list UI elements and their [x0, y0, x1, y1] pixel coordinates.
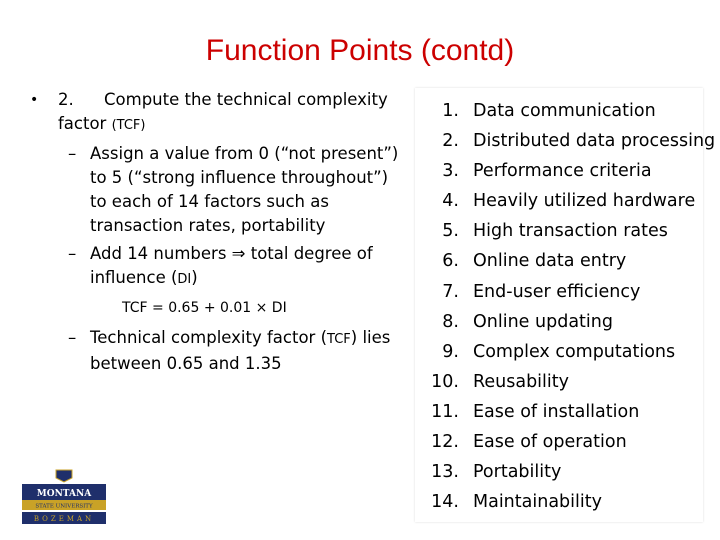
factor-word: factor — [58, 114, 107, 133]
slide-title: Function Points (contd) — [205, 34, 515, 67]
factor-item — [415, 246, 715, 276]
dash-marker: – — [68, 328, 77, 347]
factor-number: 10. — [431, 371, 459, 392]
factor-item — [415, 367, 715, 397]
factor-number: 2. — [442, 131, 459, 152]
factor-item — [415, 397, 715, 427]
logo-line1: MONTANA — [36, 489, 92, 499]
tcf-abbr: TCF — [327, 332, 351, 347]
factor-number: 11. — [431, 401, 459, 422]
factor-number: 9. — [442, 341, 459, 362]
sub-line: to each of 14 factors such as — [90, 192, 329, 211]
factor-label: Ease of installation — [473, 401, 640, 422]
factor-label: Performance criteria — [473, 161, 652, 182]
sub-bullet-add — [58, 242, 418, 292]
step-text: Compute the technical complexity — [104, 90, 388, 109]
tcf-abbr: (TCF) — [111, 118, 146, 133]
factor-label: Online updating — [473, 311, 613, 332]
factor-number: 4. — [442, 191, 459, 212]
montana-state-logo — [18, 466, 110, 526]
sub-line: to 5 (“strong influence throughout”) — [90, 168, 389, 187]
factor-label: High transaction rates — [473, 221, 668, 242]
factor-label: Portability — [473, 462, 562, 483]
factor-number: 12. — [431, 432, 459, 453]
factor-item — [415, 277, 715, 307]
sub-line: between 0.65 and 1.35 — [90, 354, 282, 373]
sub-line: influence (DI) — [90, 268, 198, 287]
sub-line: Add 14 numbers ⇒ total degree of — [90, 244, 373, 263]
factor-item — [415, 427, 715, 457]
sub-bullet-range — [58, 326, 418, 376]
factor-label: Maintainability — [473, 492, 602, 513]
sub-line: transaction rates, portability — [90, 216, 326, 235]
factor-label: Data communication — [473, 101, 656, 121]
logo-line2: STATE UNIVERSITY — [35, 503, 93, 510]
di-abbr: DI — [177, 272, 192, 287]
factor-item — [415, 216, 715, 246]
step-number: 2. — [58, 90, 74, 109]
dash-marker: – — [68, 244, 77, 263]
factor-label: Complex computations — [473, 341, 676, 362]
factor-label: End-user efficiency — [473, 281, 641, 302]
bullet-marker: • — [30, 92, 39, 108]
factor-number: 1. — [442, 101, 459, 121]
factor-item — [415, 96, 715, 126]
factor-item — [415, 307, 715, 337]
factor-list — [415, 96, 715, 517]
factor-item — [415, 126, 715, 156]
factor-item — [415, 487, 715, 517]
factor-item — [415, 186, 715, 216]
factor-number: 7. — [442, 281, 459, 302]
factor-item — [415, 457, 715, 487]
factor-item — [415, 156, 715, 186]
sub-line: Technical complexity factor (TCF) lies — [90, 328, 391, 347]
tcf-formula: TCF = 0.65 + 0.01 × DI — [122, 300, 287, 316]
dash-marker: – — [68, 144, 77, 163]
factor-label: Ease of operation — [473, 432, 627, 453]
factor-list-panel — [415, 88, 716, 522]
step-heading — [58, 88, 418, 138]
factor-number: 3. — [442, 161, 459, 182]
factor-number: 8. — [442, 311, 459, 332]
factor-number: 5. — [442, 221, 459, 242]
factor-number: 6. — [442, 251, 459, 272]
logo-line3: BOZEMAN — [33, 515, 95, 523]
factor-label: Distributed data processing — [473, 131, 716, 152]
factor-number: 13. — [431, 462, 459, 483]
factor-label: Online data entry — [473, 251, 627, 272]
factor-label: Reusability — [473, 371, 569, 392]
factor-label: Heavily utilized hardware — [473, 191, 696, 212]
sub-line: Assign a value from 0 (“not present”) — [90, 144, 399, 163]
factor-item — [415, 337, 715, 367]
factor-number: 14. — [431, 492, 459, 513]
sub-bullet-assign — [58, 142, 418, 238]
